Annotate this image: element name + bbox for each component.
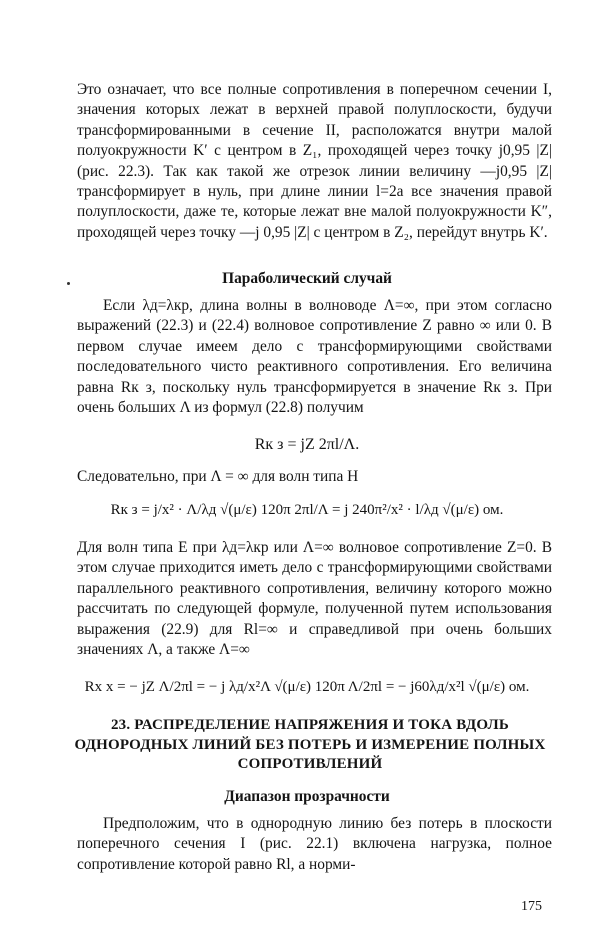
formula-short-circuit: Rк з = jZ 2πl/Λ. <box>254 436 360 453</box>
paragraph-4: Для волн типа E при λд=λкр или Λ=∞ волновое сопротивление Z=0. В этом случае приходится иметь дело с трансформирующими свойствами параллельного реактивного сопротивления, величину которого можно рассчитать по следующей формуле, полученной путем использования выражения (22.9) для Rl=∞ и справедливой при очень больших значениях Λ, а также Λ=∞ <box>77 539 552 659</box>
paragraph-2: Если λд=λкр, длина волны в волноводе Λ=∞, при этом согласно выражений (22.3) и (22.4) волновое сопротивление Z равно ∞ или 0. В первом случае имеем дело с трансформирующими свойствами последовательного чисто реактивного сопротивления. Его величина равна Rк з, поскольку нуль трансформируется в значение Rк з. При очень больших Λ из формул (22.8) получим <box>77 297 552 417</box>
heading-parabolic: Параболический случай <box>222 270 392 287</box>
heading-transparency: Диапазон прозрачности <box>224 788 390 805</box>
paragraph-1: Это означает, что все полные сопротивления в поперечном сечении I, значения которых лежат в верхней правой полуплоскости, будучи трансформированными в сечение II, расположатся внутри малой полуокружности K′ с центром в Z₁, проходящей через точку j0,95 |Z| (рис. 22.3). Так как такой же отрезок линии величину —j0,95 |Z| трансформирует в нуль, при длине линии l=2a все значения правой полуплоскости, даже те, которые лежат вне малой полуокружности K″, проходящей через точку —j 0,95 |Z| с центром в Z₂, перейдут внутрь K′. <box>77 81 552 241</box>
page-number: 175 <box>521 899 542 914</box>
formula-e-wave: Rx x = − jZ Λ/2πl = − j λд/x²Λ √(μ/ε) 120π Λ/2πl = − j60λд/x²l √(μ/ε) ом. <box>84 679 530 695</box>
section-heading: 23. РАСПРЕДЕЛЕНИЕ НАПРЯЖЕНИЯ И ТОКА ВДОЛЬ ОДНОРОДНЫХ ЛИНИЙ БЕЗ ПОТЕРЬ И ИЗМЕРЕНИЕ ПОЛНЫХ СОПРОТИВЛЕНИЙ <box>74 717 546 772</box>
paragraph-5: Предположим, что в однородную линию без потерь в плоскости поперечного сечения I (рис. 22.1) включена нагрузка, полное сопротивление которой равно Rl, а норми- <box>77 815 552 873</box>
formula-h-wave: Rк з = j/x² · Λ/λд √(μ/ε) 120π 2πl/Λ = j 240π²/x² · l/λд √(μ/ε) ом. <box>110 502 504 518</box>
paragraph-3: Следовательно, при Λ = ∞ для волн типа H <box>77 468 359 485</box>
